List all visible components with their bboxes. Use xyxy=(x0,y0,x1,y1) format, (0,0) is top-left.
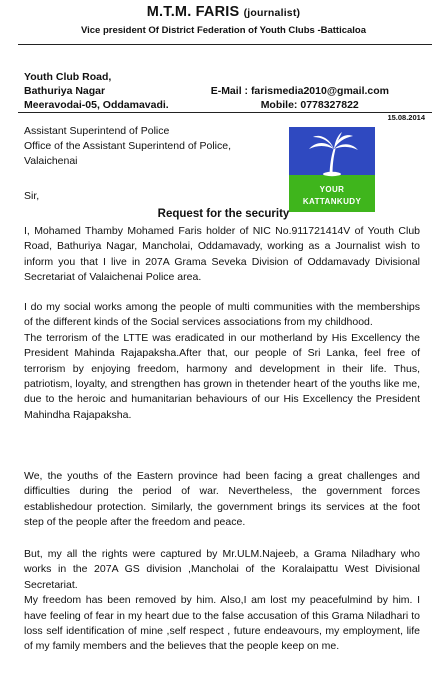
author-role: (journalist) xyxy=(243,7,301,19)
logo-text-kattankudy: KATTANKUDY xyxy=(302,197,362,206)
your-kattankudy-logo xyxy=(289,127,375,212)
letterhead-subtitle: Vice president Of District Federation of Youth Clubs -Batticaloa xyxy=(80,25,367,36)
paragraph-text: I do my social works among the people of multi communities with the memberships of the different kinds of the Social services associations from my childhood. xyxy=(24,301,420,329)
recipient-line-2: Office of the Assistant Superintend of Police, xyxy=(24,140,232,152)
address-line-2: Bathuriya Nagar xyxy=(24,85,106,97)
paragraph-text: But, my all the rights were captured by Mr.ULM.Najeeb, a Grama Niladhary who works in the 207A GS division ,Mancholai of the Koralaipattu West Divisional Secretariat. xyxy=(24,548,420,591)
address-divider xyxy=(18,112,432,113)
body-paragraph-1 xyxy=(24,224,420,286)
address-line-3: Meeravodai-05, Oddamavadi. xyxy=(24,99,169,111)
palm-tree-icon xyxy=(289,127,375,187)
body-paragraph-4 xyxy=(24,547,420,655)
paragraph-text: My freedom has been removed by him. Also,I am lost my peacefulmind by him. I have feeling of fear in my heart due to the false accusation of this Grama Niladhari to loss self identification of mine ,self respect , future endeavours, my employment, life of my family members and the believes that the people keep on me. xyxy=(24,594,420,653)
salutation: Sir, xyxy=(24,190,40,202)
header-divider xyxy=(18,44,432,45)
letter-date: 15.08.2014 xyxy=(387,113,425,122)
paragraph-text: I, Mohamed Thamby Mohamed Faris holder of NIC No.911721414V of Youth Club Road, Bathuriya Nagar, Mancholai, Oddamavady, working as a Journalist wish to inform you that I live in 207A Grama Seveka Division of Oddamavady Divisional Secretariat of Valaichenai Police area. xyxy=(24,225,420,284)
letter-subject: Request for the security xyxy=(157,208,290,220)
mobile-line: Mobile: 0778327822 xyxy=(260,99,359,111)
letterhead-name xyxy=(0,4,447,20)
sender-address xyxy=(24,70,169,112)
recipient-line-3: Valaichenai xyxy=(24,155,78,167)
logo-text-your: YOUR xyxy=(319,185,345,194)
paragraph-text: The terrorism of the LTTE was eradicated in our motherland by His Excellency the President Mahinda Rajapaksha.After that, our people of Sri Lanka, feel free of terrorism by enjoying freedom, harmony and development in their life. Thus, patriotism, loyalty, and strengthen has grown in thetender heart of the youths like me, due to the heroic and humanitarian behaviours of our His Excellency the President Mahindha Rajapaksha. xyxy=(24,331,420,421)
body-paragraph-2 xyxy=(24,300,420,423)
paragraph-text: We, the youths of the Eastern province had been facing a great challenges and difficulties during the period of war. Nevertheless, the government forces establishedour protection. Similarly, the government brings its services at the foot step of the people after the freedom and peace. xyxy=(24,470,420,529)
email-line: E-Mail : farismedia2010@gmail.com xyxy=(210,85,389,97)
recipient-block xyxy=(24,124,231,169)
body-paragraph-3 xyxy=(24,469,420,531)
address-line-1: Youth Club Road, xyxy=(24,71,112,83)
recipient-line-1: Assistant Superintend of Police xyxy=(24,125,170,137)
author-name: M.T.M. FARIS xyxy=(146,4,240,20)
contact-info xyxy=(211,84,389,112)
